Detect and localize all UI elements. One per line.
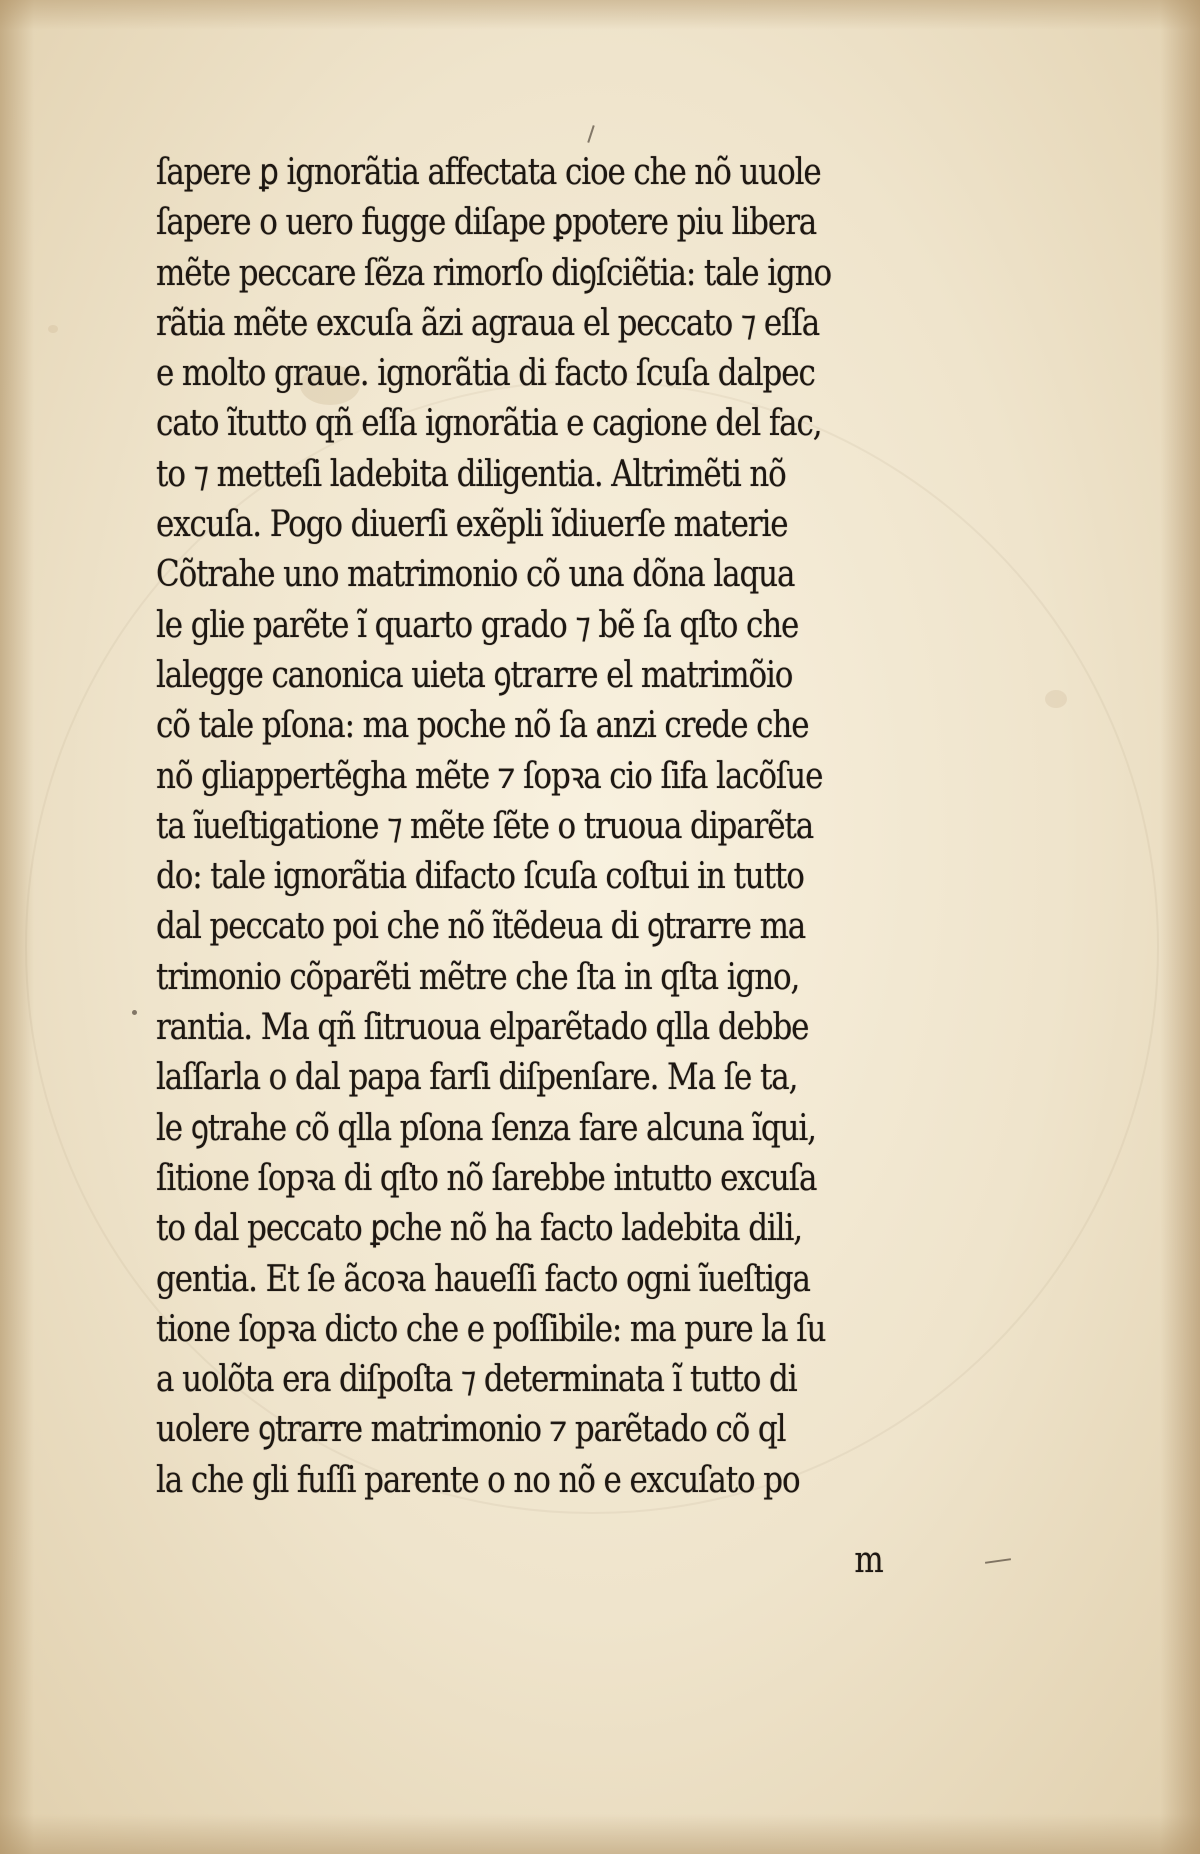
text-line: excuſa. Pogo diuerſi exẽpli ĩdiuerſe materie [156,504,788,546]
text-line: mẽte peccare ſẽza rimorſo diꝯſciẽtia: tale igno [156,252,832,294]
text-line: ta ĩueſtigatione ⁊ mẽte ſẽte o truoua diparẽta [156,805,814,847]
paper-edge-bottom [0,1814,1200,1854]
text-line: uolere ꝯtrarre matrimonio ⁊ parẽtado cõ ql [156,1409,786,1451]
text-line: do: tale ignorãtia difacto ſcuſa coſtui in tutto [156,856,804,898]
text-line: laſſarla o dal papa farſi diſpenſare. Ma ſe ta, [156,1057,798,1099]
text-line: la che gli fuſſi parente o no nõ e excuſato po [156,1459,800,1501]
text-line: ſitione ſopꝛa di qſto nõ ſarebbe intutto excuſa [156,1157,817,1199]
signature-mark: m [854,1540,884,1581]
text-line: trimonio cõparẽti mẽtre che ſta in qſta igno, [156,956,800,998]
paper-stain [48,325,58,333]
text-line: tione ſopꝛa dicto che e poſſibile: ma pure la ſu [156,1308,826,1350]
page-text [156,148,976,1506]
text-line: to dal peccato ꝑche nõ ha facto ladebita dili, [156,1208,802,1250]
text-line: dal peccato poi che nõ ĩtẽdeua di ꝯtrarre ma [156,906,806,948]
paper-edge-right [1160,0,1200,1854]
text-line: gentia. Et ſe ãcoꝛa haueſſi facto ogni ĩueſtiga [156,1258,810,1300]
ink-mark [132,1010,137,1015]
text-line: to ⁊ metteſi ladebita diligentia. Altrimẽti nõ [156,453,786,495]
text-line: cõ tale pſona: ma poche nõ ſa anzi crede che [156,705,809,747]
ink-mark [587,125,594,143]
text-line: nõ gliappertẽgha mẽte ⁊ ſopꝛa cio ſifa lacõſue [156,755,823,797]
text-line: ſapere ꝑ ignorãtia affectata cioe che nõ uuole [156,152,821,193]
text-line: rantia. Ma qñ ſitruoua elparẽtado qlla debbe [156,1007,809,1049]
text-line: rãtia mẽte excuſa ãzi agraua el peccato ⁊ eſſa [156,302,820,344]
text-line: le ꝯtrahe cõ qlla pſona ſenza fare alcuna ĩqui, [156,1107,816,1149]
text-line: e molto graue. ignorãtia di facto ſcuſa dalpec [156,353,815,395]
text-line: cato ĩtutto qñ eſſa ignorãtia e cagione del fac, [156,403,822,445]
paper-edge-top [0,0,1200,30]
text-line: ſapere o uero fugge diſape ꝑpotere piu libera [156,202,817,244]
text-line: a uolõta era diſpoſta ⁊ determinata ĩ tutto di [156,1359,797,1401]
text-line: Cõtrahe uno matrimonio cõ una dõna laqua [156,554,795,596]
paper-stain [1045,690,1067,708]
text-line: le glie parẽte ĩ quarto grado ⁊ bẽ ſa qſto che [156,604,799,646]
text-line: lalegge canonica uieta ꝯtrarre el matrimõio [156,654,793,696]
ink-mark [985,1558,1011,1564]
